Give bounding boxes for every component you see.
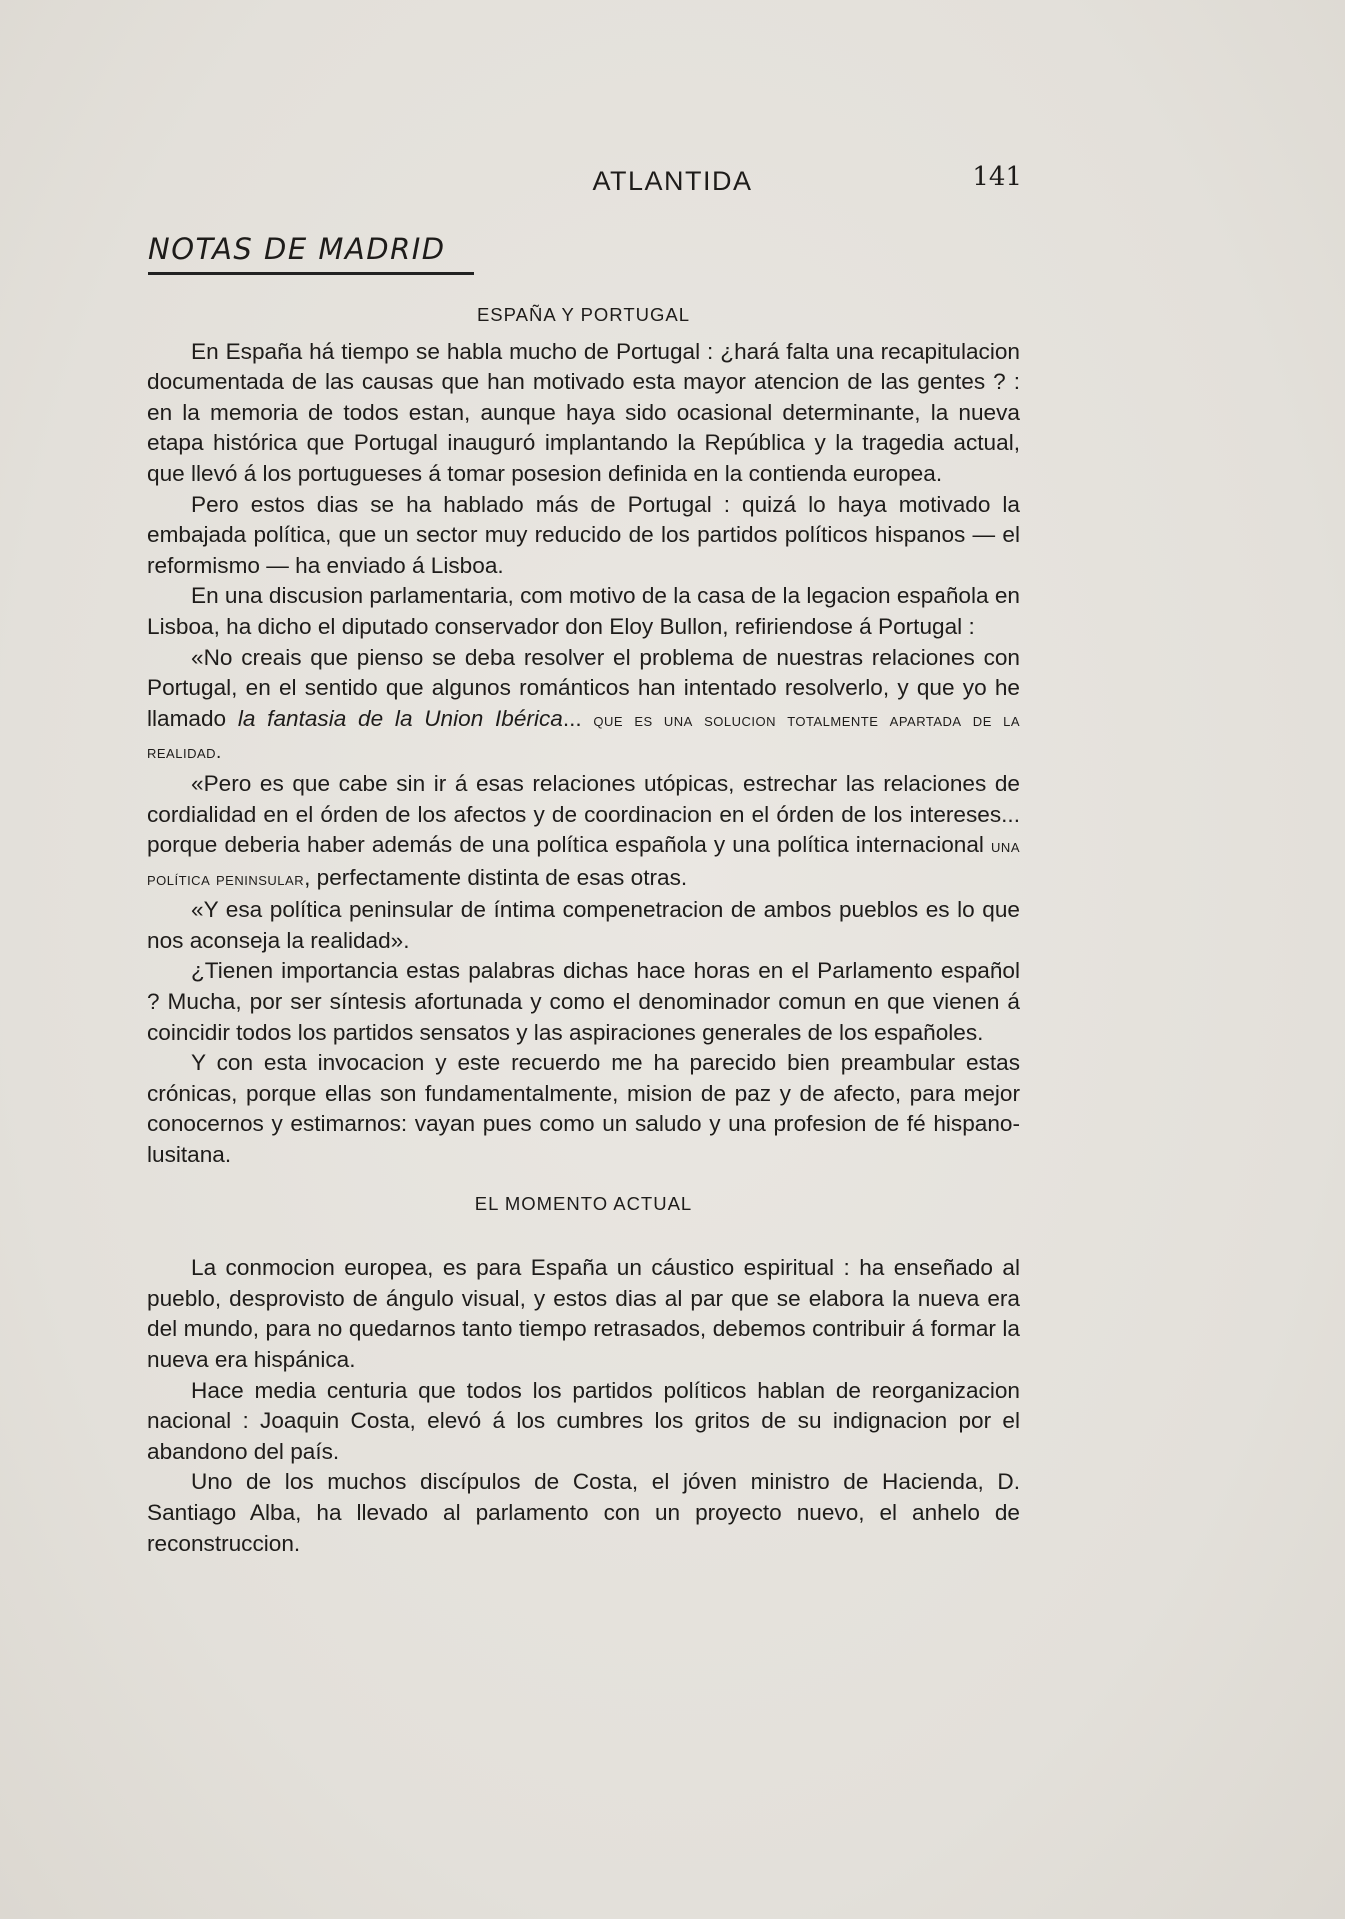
article-body xyxy=(147,300,1020,1559)
column-title: NOTAS DE MADRID xyxy=(148,232,474,275)
paragraph: Pero estos dias se ha hablado más de Portugal : quizá lo haya motivado la embajada política, que un sector muy reducido de los partidos políticos hispanos — el reformismo — ha enviado á Lisboa. xyxy=(147,491,1020,578)
text-run: ... xyxy=(562,705,594,731)
italic-phrase: la fantasia de la Union Ibérica xyxy=(237,705,563,731)
page-number: 141 xyxy=(972,162,1022,192)
paragraph: En España há tiempo se habla mucho de Portugal : ¿hará falta una recapitulacion documentada de las causas que han motivado esta mayor atencion de las gentes ? : en la memoria de todos estan, aunque haya sido ocasional determinante, la nueva etapa histórica que Portugal inauguró implantando la República y la tragedia actual, que llevó á los portugueses á tomar posesion definida en la contienda europea. xyxy=(147,338,1020,486)
paragraph: En una discusion parlamentaria, com motivo de la casa de la legacion española en Lisboa, ha dicho el diputado conservador don Eloy Bullon, refiriendose á Portugal : xyxy=(147,583,1020,639)
section-heading-espana-portugal: ESPAÑA Y PORTUGAL xyxy=(476,304,691,325)
small-caps-phrase: que es una solucion totalmente apartada de la realidad. xyxy=(147,709,1020,764)
quote-paragraph xyxy=(147,643,1020,769)
running-title: ATLANTIDA xyxy=(592,166,753,196)
running-header xyxy=(0,162,1345,202)
section-heading-momento-actual: EL MOMENTO ACTUAL xyxy=(474,1192,693,1214)
paragraph: ¿Tienen importancia estas palabras dichas hace horas en el Parlamento español ? Mucha, por ser síntesis afortunada y como el denominador comun en que vienen á coincidir todos los partidos sensatos y las aspiraciones generales de los españoles. xyxy=(147,958,1020,1045)
quote-paragraph xyxy=(147,769,1020,895)
text-run: «Pero es que cabe sin ir á esas relaciones utópicas, estrechar las relaciones de cordialidad en el órden de los afectos y de coordinacion en el órden de los intereses... porque deberia haber además de una política española y una política internacional xyxy=(147,770,1020,858)
text-run: , perfectamente distinta de esas otras. xyxy=(304,864,688,890)
paragraph: Uno de los muchos discípulos de Costa, el jóven ministro de Hacienda, D. Santiago Alba, ha llevado al parlamento con un proyecto nuevo, el anhelo de reconstruccion. xyxy=(147,1469,1020,1556)
paragraph: Y con esta invocacion y este recuerdo me ha parecido bien preambular estas crónicas, porque ellas son fundamentalmente, mision de paz y de afecto, para mejor conocernos y estimarnos: vayan pues como un saludo y una profesion de fé hispano-lusitana. xyxy=(147,1050,1020,1168)
small-caps-phrase: una política peninsular xyxy=(147,836,1020,890)
paragraph: La conmocion europea, es para España un cáustico espiritual : ha enseñado al pueblo, desprovisto de ángulo visual, y estos dias al par que se elabora la nueva era del mundo, para no quedarnos tanto tiempo retrasados, debemos contribuir á formar la nueva era hispánica. xyxy=(147,1255,1020,1372)
quote-paragraph: «Y esa política peninsular de íntima compenetracion de ambos pueblos es lo que nos aconseja la realidad». xyxy=(147,897,1020,953)
text-run: «No creais que pienso se deba resolver el problema de nuestras relaciones con Portugal, en el sentido que algunos románticos han intentado resolverlo, y que yo he llamado xyxy=(147,644,1020,731)
paragraph: Hace media centuria que todos los partidos políticos hablan de reorganizacion nacional : Joaquin Costa, elevó á los cumbres los gritos de su indignacion por el abandono del país. xyxy=(147,1377,1020,1464)
